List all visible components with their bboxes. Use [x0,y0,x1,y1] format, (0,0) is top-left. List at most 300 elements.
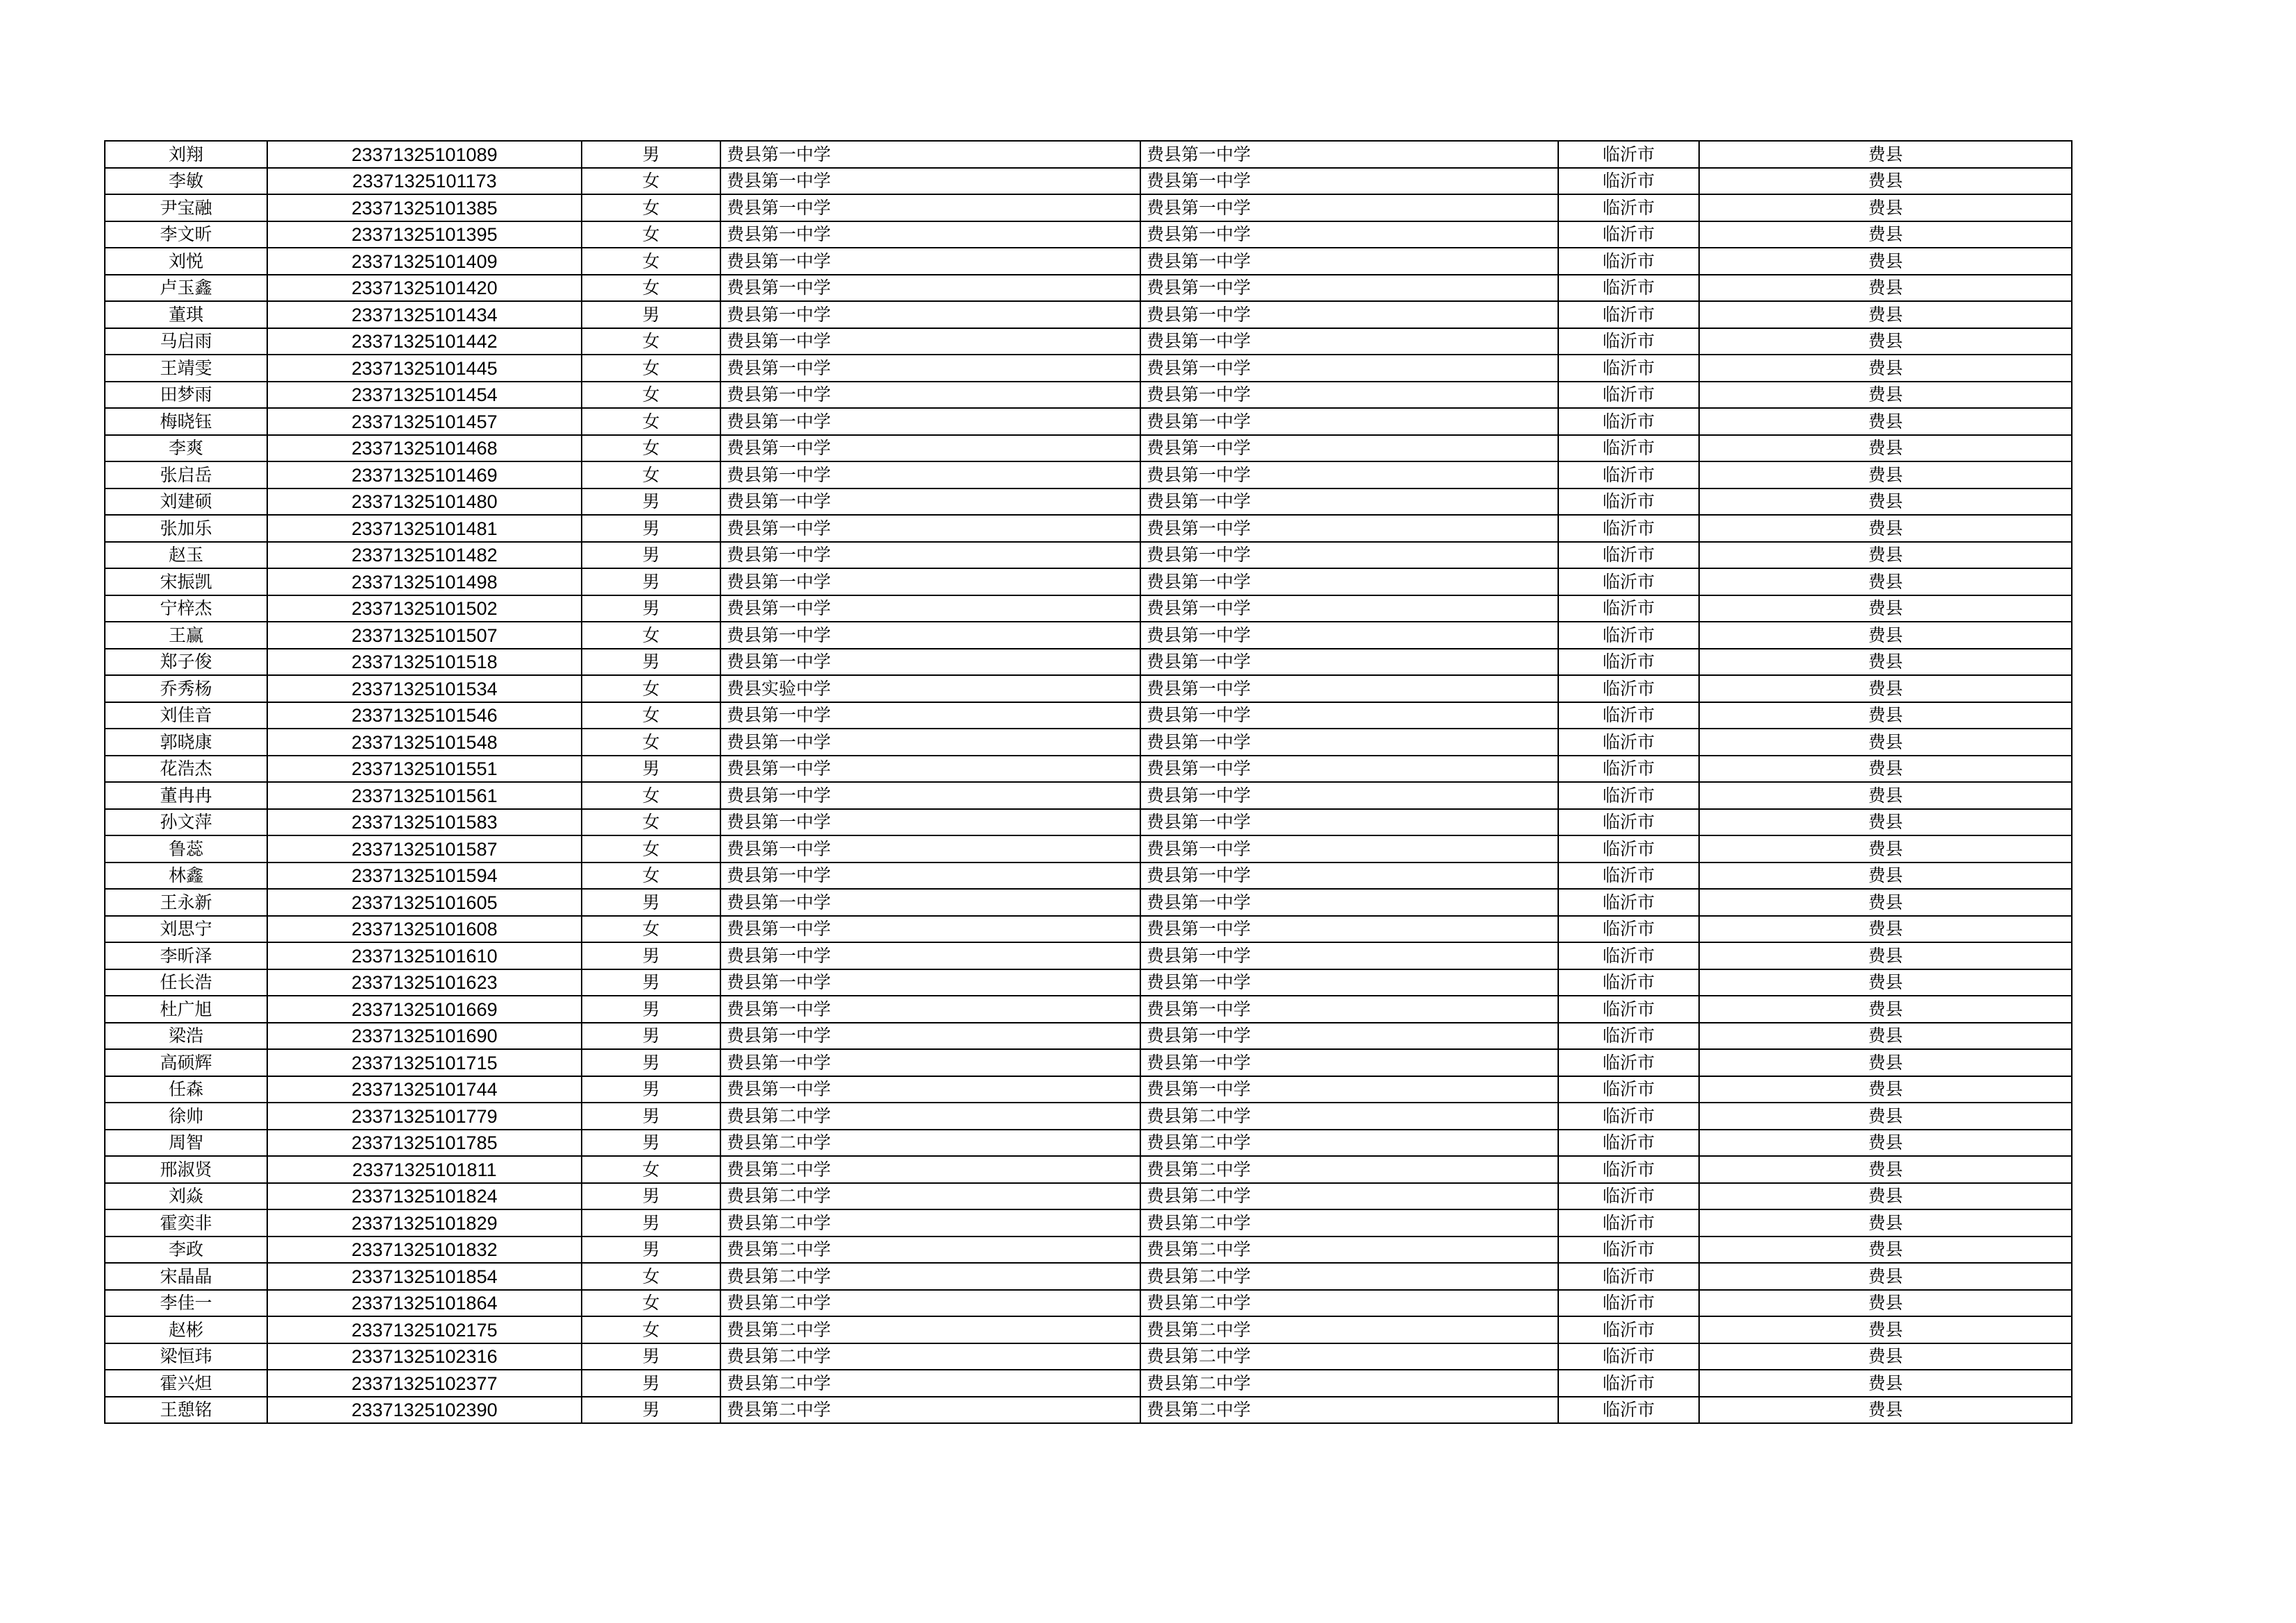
cell-admitted-school: 费县第一中学 [1140,595,1558,622]
cell-county: 费县 [1699,942,2072,969]
cell-county: 费县 [1699,1130,2072,1157]
cell-name: 宋振凯 [105,568,267,595]
table-row [105,168,2072,195]
cell-gender: 女 [582,168,720,195]
cell-exam-number: 23371325101502 [267,595,582,622]
cell-exam-number: 23371325101744 [267,1076,582,1103]
cell-admitted-school: 费县第一中学 [1140,889,1558,916]
cell-gender: 男 [582,1183,720,1210]
cell-school: 费县第一中学 [720,942,1140,969]
cell-county: 费县 [1699,221,2072,248]
cell-school: 费县第一中学 [720,248,1140,275]
cell-county: 费县 [1699,542,2072,569]
cell-exam-number: 23371325101610 [267,942,582,969]
cell-gender: 男 [582,141,720,168]
cell-city: 临沂市 [1558,328,1699,355]
cell-school: 费县第一中学 [720,301,1140,328]
cell-exam-number: 23371325101089 [267,141,582,168]
cell-gender: 女 [582,382,720,409]
cell-school: 费县第一中学 [720,702,1140,729]
cell-city: 临沂市 [1558,649,1699,676]
cell-admitted-school: 费县第一中学 [1140,782,1558,809]
cell-admitted-school: 费县第二中学 [1140,1183,1558,1210]
cell-county: 费县 [1699,889,2072,916]
cell-name: 宋晶晶 [105,1263,267,1290]
cell-county: 费县 [1699,782,2072,809]
cell-exam-number: 23371325101442 [267,328,582,355]
cell-admitted-school: 费县第一中学 [1140,461,1558,488]
cell-school: 费县第一中学 [720,996,1140,1023]
cell-name: 任长浩 [105,969,267,996]
table-row [105,461,2072,488]
cell-admitted-school: 费县第一中学 [1140,996,1558,1023]
cell-name: 董冉冉 [105,782,267,809]
cell-gender: 女 [582,863,720,890]
cell-name: 张加乐 [105,515,267,542]
table-row [105,408,2072,435]
cell-name: 郭晓康 [105,729,267,756]
cell-county: 费县 [1699,835,2072,863]
cell-gender: 男 [582,1237,720,1264]
cell-admitted-school: 费县第二中学 [1140,1343,1558,1370]
cell-name: 周智 [105,1130,267,1157]
table-row [105,1370,2072,1397]
cell-city: 临沂市 [1558,1397,1699,1424]
cell-gender: 女 [582,729,720,756]
cell-admitted-school: 费县第一中学 [1140,1049,1558,1076]
cell-admitted-school: 费县第一中学 [1140,756,1558,783]
cell-name: 乔秀杨 [105,675,267,702]
cell-city: 临沂市 [1558,382,1699,409]
cell-admitted-school: 费县第一中学 [1140,809,1558,836]
cell-gender: 女 [582,194,720,221]
cell-city: 临沂市 [1558,568,1699,595]
cell-name: 王赢 [105,622,267,649]
cell-city: 临沂市 [1558,756,1699,783]
cell-school: 费县第一中学 [720,435,1140,462]
cell-name: 霍兴炟 [105,1370,267,1397]
cell-exam-number: 23371325101534 [267,675,582,702]
cell-gender: 女 [582,355,720,382]
cell-exam-number: 23371325101864 [267,1290,582,1317]
cell-admitted-school: 费县第一中学 [1140,141,1558,168]
cell-city: 临沂市 [1558,275,1699,302]
cell-school: 费县第一中学 [720,515,1140,542]
cell-county: 费县 [1699,1023,2072,1050]
cell-admitted-school: 费县第二中学 [1140,1130,1558,1157]
cell-school: 费县第二中学 [720,1130,1140,1157]
cell-admitted-school: 费县第二中学 [1140,1397,1558,1424]
cell-name: 赵彬 [105,1316,267,1343]
table-row [105,996,2072,1023]
cell-gender: 男 [582,568,720,595]
table-row [105,782,2072,809]
cell-school: 费县第一中学 [720,863,1140,890]
table-row [105,328,2072,355]
cell-school: 费县第一中学 [720,542,1140,569]
cell-exam-number: 23371325101482 [267,542,582,569]
table-row [105,916,2072,943]
cell-city: 临沂市 [1558,1370,1699,1397]
table-row [105,1183,2072,1210]
cell-name: 宁梓杰 [105,595,267,622]
cell-admitted-school: 费县第一中学 [1140,168,1558,195]
cell-exam-number: 23371325101395 [267,221,582,248]
cell-county: 费县 [1699,382,2072,409]
cell-exam-number: 23371325101623 [267,969,582,996]
cell-name: 郑子俊 [105,649,267,676]
cell-exam-number: 23371325101779 [267,1103,582,1130]
cell-admitted-school: 费县第二中学 [1140,1263,1558,1290]
cell-city: 临沂市 [1558,488,1699,516]
table-row [105,1049,2072,1076]
cell-city: 临沂市 [1558,1237,1699,1264]
cell-city: 临沂市 [1558,1130,1699,1157]
cell-county: 费县 [1699,408,2072,435]
cell-city: 临沂市 [1558,301,1699,328]
cell-gender: 男 [582,1076,720,1103]
table-row [105,1316,2072,1343]
cell-county: 费县 [1699,461,2072,488]
cell-name: 赵玉 [105,542,267,569]
cell-county: 费县 [1699,1316,2072,1343]
cell-school: 费县第二中学 [720,1263,1140,1290]
cell-city: 临沂市 [1558,1076,1699,1103]
cell-city: 临沂市 [1558,1343,1699,1370]
cell-city: 临沂市 [1558,1023,1699,1050]
table-row [105,1156,2072,1183]
table-row [105,435,2072,462]
cell-city: 临沂市 [1558,729,1699,756]
cell-school: 费县第二中学 [720,1103,1140,1130]
cell-exam-number: 23371325101434 [267,301,582,328]
cell-county: 费县 [1699,809,2072,836]
cell-school: 费县第一中学 [720,488,1140,516]
cell-city: 临沂市 [1558,461,1699,488]
cell-gender: 男 [582,542,720,569]
cell-name: 卢玉鑫 [105,275,267,302]
cell-name: 梅晓钰 [105,408,267,435]
cell-city: 临沂市 [1558,916,1699,943]
cell-city: 临沂市 [1558,1316,1699,1343]
cell-school: 费县第一中学 [720,141,1140,168]
table-row [105,221,2072,248]
cell-school: 费县第一中学 [720,1049,1140,1076]
cell-gender: 女 [582,702,720,729]
table-row [105,542,2072,569]
cell-admitted-school: 费县第二中学 [1140,1156,1558,1183]
cell-gender: 男 [582,1397,720,1424]
cell-school: 费县第一中学 [720,916,1140,943]
cell-exam-number: 23371325101669 [267,996,582,1023]
cell-admitted-school: 费县第二中学 [1140,1103,1558,1130]
cell-gender: 男 [582,1023,720,1050]
cell-school: 费县第一中学 [720,194,1140,221]
table-row [105,515,2072,542]
table-row [105,141,2072,168]
cell-exam-number: 23371325101409 [267,248,582,275]
cell-county: 费县 [1699,248,2072,275]
cell-school: 费县实验中学 [720,675,1140,702]
cell-exam-number: 23371325102390 [267,1397,582,1424]
cell-name: 董琪 [105,301,267,328]
cell-school: 费县第一中学 [720,835,1140,863]
cell-gender: 女 [582,809,720,836]
cell-city: 临沂市 [1558,141,1699,168]
cell-admitted-school: 费县第二中学 [1140,1290,1558,1317]
cell-exam-number: 23371325101498 [267,568,582,595]
table-row [105,355,2072,382]
cell-city: 临沂市 [1558,1049,1699,1076]
cell-name: 李文昕 [105,221,267,248]
cell-city: 临沂市 [1558,248,1699,275]
cell-school: 费县第一中学 [720,782,1140,809]
cell-city: 临沂市 [1558,408,1699,435]
cell-name: 林鑫 [105,863,267,890]
table-row [105,649,2072,676]
table-row [105,675,2072,702]
cell-county: 费县 [1699,1209,2072,1237]
cell-county: 费县 [1699,863,2072,890]
cell-exam-number: 23371325101385 [267,194,582,221]
cell-exam-number: 23371325101829 [267,1209,582,1237]
cell-name: 高硕辉 [105,1049,267,1076]
cell-admitted-school: 费县第一中学 [1140,382,1558,409]
cell-admitted-school: 费县第二中学 [1140,1237,1558,1264]
cell-name: 杜广旭 [105,996,267,1023]
cell-exam-number: 23371325101507 [267,622,582,649]
cell-gender: 男 [582,942,720,969]
cell-city: 临沂市 [1558,355,1699,382]
cell-admitted-school: 费县第一中学 [1140,328,1558,355]
cell-city: 临沂市 [1558,1156,1699,1183]
cell-county: 费县 [1699,515,2072,542]
cell-exam-number: 23371325101785 [267,1130,582,1157]
cell-school: 费县第二中学 [720,1209,1140,1237]
cell-city: 临沂市 [1558,782,1699,809]
cell-city: 临沂市 [1558,969,1699,996]
cell-county: 费县 [1699,1370,2072,1397]
cell-city: 临沂市 [1558,1209,1699,1237]
cell-city: 临沂市 [1558,863,1699,890]
cell-school: 费县第一中学 [720,568,1140,595]
cell-school: 费县第二中学 [720,1397,1140,1424]
cell-exam-number: 23371325101811 [267,1156,582,1183]
cell-school: 费县第二中学 [720,1316,1140,1343]
cell-city: 临沂市 [1558,168,1699,195]
cell-county: 费县 [1699,1076,2072,1103]
cell-admitted-school: 费县第一中学 [1140,916,1558,943]
table-row [105,889,2072,916]
cell-city: 临沂市 [1558,1263,1699,1290]
table-row [105,1397,2072,1424]
cell-exam-number: 23371325101561 [267,782,582,809]
cell-city: 临沂市 [1558,835,1699,863]
cell-admitted-school: 费县第一中学 [1140,702,1558,729]
cell-school: 费县第二中学 [720,1156,1140,1183]
cell-school: 费县第二中学 [720,1237,1140,1264]
cell-admitted-school: 费县第一中学 [1140,729,1558,756]
cell-city: 临沂市 [1558,675,1699,702]
cell-school: 费县第一中学 [720,969,1140,996]
cell-exam-number: 23371325101468 [267,435,582,462]
cell-gender: 女 [582,435,720,462]
cell-name: 刘佳音 [105,702,267,729]
cell-admitted-school: 费县第一中学 [1140,1023,1558,1050]
cell-city: 临沂市 [1558,996,1699,1023]
table-row [105,488,2072,516]
cell-city: 临沂市 [1558,942,1699,969]
table-row [105,248,2072,275]
cell-name: 任森 [105,1076,267,1103]
cell-county: 费县 [1699,1237,2072,1264]
cell-gender: 女 [582,835,720,863]
cell-name: 徐帅 [105,1103,267,1130]
cell-admitted-school: 费县第一中学 [1140,649,1558,676]
cell-exam-number: 23371325101605 [267,889,582,916]
cell-exam-number: 23371325101832 [267,1237,582,1264]
table-row [105,1023,2072,1050]
table-row [105,194,2072,221]
cell-name: 刘翔 [105,141,267,168]
cell-name: 李昕泽 [105,942,267,969]
roster-sheet [104,140,2073,1424]
cell-county: 费县 [1699,1103,2072,1130]
table-row [105,729,2072,756]
cell-admitted-school: 费县第一中学 [1140,969,1558,996]
cell-name: 刘悦 [105,248,267,275]
cell-county: 费县 [1699,168,2072,195]
cell-admitted-school: 费县第一中学 [1140,835,1558,863]
cell-county: 费县 [1699,969,2072,996]
cell-county: 费县 [1699,1183,2072,1210]
cell-county: 费县 [1699,1397,2072,1424]
cell-school: 费县第一中学 [720,729,1140,756]
cell-gender: 女 [582,275,720,302]
cell-gender: 男 [582,649,720,676]
cell-gender: 男 [582,1049,720,1076]
cell-city: 临沂市 [1558,809,1699,836]
cell-admitted-school: 费县第一中学 [1140,542,1558,569]
cell-admitted-school: 费县第一中学 [1140,275,1558,302]
cell-admitted-school: 费县第一中学 [1140,301,1558,328]
cell-gender: 女 [582,1290,720,1317]
cell-county: 费县 [1699,1049,2072,1076]
cell-name: 李佳一 [105,1290,267,1317]
cell-gender: 女 [582,622,720,649]
cell-city: 临沂市 [1558,889,1699,916]
cell-city: 临沂市 [1558,1290,1699,1317]
cell-exam-number: 23371325101690 [267,1023,582,1050]
cell-exam-number: 23371325101715 [267,1049,582,1076]
roster-table-body [105,141,2072,1423]
cell-city: 临沂市 [1558,595,1699,622]
cell-admitted-school: 费县第一中学 [1140,863,1558,890]
cell-gender: 男 [582,301,720,328]
cell-city: 临沂市 [1558,1183,1699,1210]
cell-gender: 男 [582,1370,720,1397]
cell-name: 孙文萍 [105,809,267,836]
cell-school: 费县第一中学 [720,1023,1140,1050]
cell-city: 临沂市 [1558,542,1699,569]
cell-school: 费县第一中学 [720,756,1140,783]
cell-county: 费县 [1699,729,2072,756]
cell-gender: 女 [582,782,720,809]
cell-name: 张启岳 [105,461,267,488]
cell-name: 刘建硕 [105,488,267,516]
cell-admitted-school: 费县第一中学 [1140,248,1558,275]
cell-city: 临沂市 [1558,194,1699,221]
cell-name: 李敏 [105,168,267,195]
table-row [105,1263,2072,1290]
cell-county: 费县 [1699,916,2072,943]
table-row [105,275,2072,302]
cell-school: 费县第一中学 [720,221,1140,248]
roster-table [104,140,2073,1424]
cell-county: 费县 [1699,595,2072,622]
cell-gender: 女 [582,1156,720,1183]
cell-gender: 男 [582,1209,720,1237]
table-row [105,568,2072,595]
cell-school: 费县第一中学 [720,328,1140,355]
cell-county: 费县 [1699,622,2072,649]
cell-school: 费县第一中学 [720,1076,1140,1103]
cell-admitted-school: 费县第二中学 [1140,1209,1558,1237]
cell-county: 费县 [1699,1290,2072,1317]
table-row [105,942,2072,969]
table-row [105,1076,2072,1103]
table-row [105,969,2072,996]
cell-exam-number: 23371325101480 [267,488,582,516]
cell-school: 费县第二中学 [720,1183,1140,1210]
cell-name: 田梦雨 [105,382,267,409]
cell-county: 费县 [1699,355,2072,382]
cell-county: 费县 [1699,675,2072,702]
cell-county: 费县 [1699,1156,2072,1183]
cell-exam-number: 23371325101454 [267,382,582,409]
cell-gender: 女 [582,328,720,355]
table-row [105,702,2072,729]
cell-admitted-school: 费县第二中学 [1140,1370,1558,1397]
table-row [105,1209,2072,1237]
cell-gender: 男 [582,969,720,996]
table-row [105,382,2072,409]
cell-school: 费县第一中学 [720,382,1140,409]
table-row [105,595,2072,622]
cell-school: 费县第二中学 [720,1343,1140,1370]
cell-gender: 男 [582,515,720,542]
cell-gender: 男 [582,595,720,622]
cell-school: 费县第一中学 [720,408,1140,435]
cell-county: 费县 [1699,141,2072,168]
cell-admitted-school: 费县第一中学 [1140,194,1558,221]
cell-gender: 女 [582,675,720,702]
cell-exam-number: 23371325101457 [267,408,582,435]
cell-name: 王靖雯 [105,355,267,382]
cell-admitted-school: 费县第一中学 [1140,675,1558,702]
cell-name: 王憩铭 [105,1397,267,1424]
cell-school: 费县第二中学 [720,1370,1140,1397]
cell-exam-number: 23371325101587 [267,835,582,863]
table-row [105,622,2072,649]
table-row [105,1130,2072,1157]
cell-gender: 女 [582,408,720,435]
cell-exam-number: 23371325101551 [267,756,582,783]
table-row [105,809,2072,836]
cell-county: 费县 [1699,194,2072,221]
cell-exam-number: 23371325101173 [267,168,582,195]
cell-school: 费县第一中学 [720,595,1140,622]
